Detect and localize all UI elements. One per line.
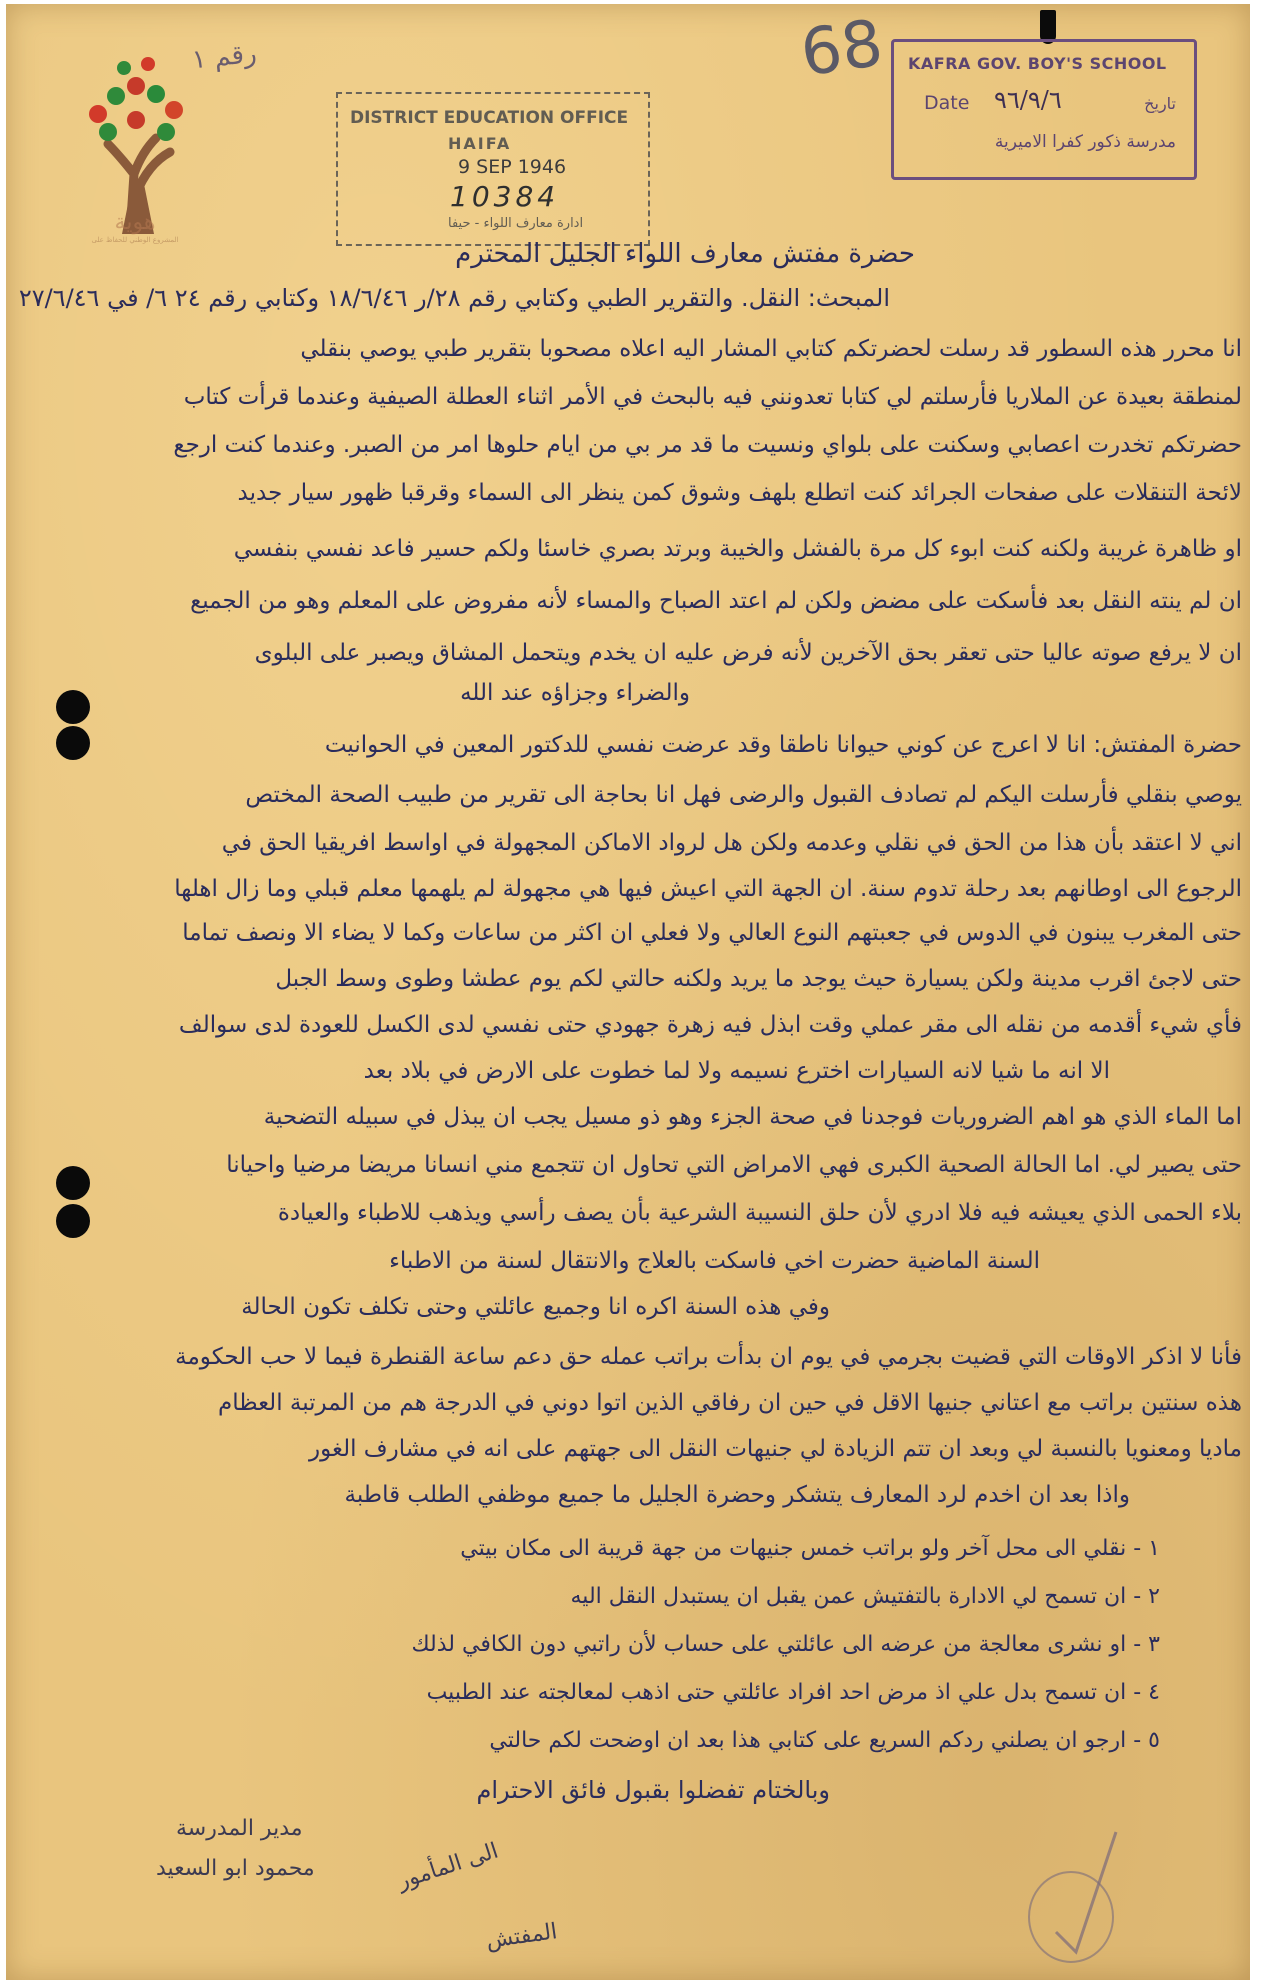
letter-line: او ظاهرة غريبة ولكنه كنت ابوء كل مرة بالفشل والخيبة وبرتد بصري خاسئا ولكم حسير فاعد نفسي بنفسي xyxy=(233,536,1242,562)
signature-title: مدير المدرسة xyxy=(176,1816,303,1841)
list-item: ١ - نقلي الى محل آخر ولو براتب خمس جنيهات من جهة قريبة الى مكان بيتي xyxy=(460,1536,1160,1561)
letter-line: لائحة التنقلات على صفحات الجرائد كنت اتطلع بلهف وشوق كمن ينظر الى السماء وقرقبا ظهور سيار جديد xyxy=(237,480,1242,506)
letter-greeting: حضرة مفتش معارف اللواء الجليل المحترم xyxy=(455,239,915,269)
letter-line: حضرة المفتش: انا لا اعرج عن كوني حيوانا ناطقا وقد عرضت نفسي للدكتور المعين في الحوانيت xyxy=(324,732,1242,758)
letter-line: يوصي بنقلي فأرسلت اليكم لم تصادف القبول والرضى فهل انا بحاجة الى تقرير من طبيب الصحة المختص xyxy=(245,782,1242,808)
letter-line: الا انه ما شيا لانه السيارات اخترع نسيمه ولا لما خطوت على الارض في بلاد بعد xyxy=(363,1058,1110,1084)
letter-line: فأي شيء أقدمه من نقله الى مقر عملي وقت ابذل فيه زهرة جهودي حتى نفسي لدى الكسل للعودة لدى سوالف xyxy=(178,1012,1242,1038)
bottom-note: المفتش xyxy=(484,1919,559,1954)
district-stamp-title: DISTRICT EDUCATION OFFICE xyxy=(350,108,629,128)
list-item-number: ٤ xyxy=(1148,1680,1160,1705)
list-item-number: ٢ xyxy=(1148,1584,1160,1609)
school-stamp-date: ٩٦/٩/٦ xyxy=(994,86,1062,114)
list-item: ٢ - ان تسمح لي الادارة بالتفتيش عمن يقبل ان يستبدل النقل اليه xyxy=(570,1584,1160,1609)
logo-subtitle: المشروع الوطني للحفاظ على xyxy=(91,236,179,244)
letter-line: حتى المغرب يبنون في الدوس في جعبتهم النوع العالي ولا فعلي ان اكثر من ساعات وكما لا يضاء الا ونصف تماما xyxy=(182,920,1242,946)
letter-line: اما الماء الذي هو اهم الضروريات فوجدنا في صحة الجزء وهو ذو مسيل يجب ان يبذل في سبيله التضحية xyxy=(263,1104,1242,1130)
list-item-text: نقلي الى محل آخر ولو براتب خمس جنيهات من جهة قريبة الى مكان بيتي xyxy=(460,1536,1127,1561)
list-item-text: ان تسمح لي الادارة بالتفتيش عمن يقبل ان يستبدل النقل اليه xyxy=(570,1584,1127,1609)
folio-number: 68 xyxy=(796,6,888,92)
letter-line: حتى لاجئ اقرب مدينة ولكن يسيارة حيث يوجد ما يريد ولكنه حالتي لكم يوم عطشا وطوى وسط الجبل xyxy=(275,966,1242,992)
district-stamp-number: 10384 xyxy=(450,180,560,213)
letter-line: اني لا اعتقد بأن هذا من الحق في نقلي وعدمه ولكن هل لرواد الاماكن المجهولة في اواسط افريقيا الحق في xyxy=(221,830,1242,856)
letter-line: فأنا لا اذكر الاوقات التي قضيت بجرمي في يوم ان بدأت براتب عمله حق دعم ساعة القنطرة فيما لا حب الحكومة xyxy=(175,1344,1242,1370)
list-item-number: ٥ xyxy=(1148,1728,1160,1753)
list-item: ٤ - ان تسمح بدل علي اذ مرض احد افراد عائلتي حتى اذهب لمعالجته عند الطبيب xyxy=(426,1680,1160,1705)
letter-line: الرجوع الى اوطانهم بعد رحلة تدوم سنة. ان الجهة التي اعيش فيها هي مجهولة لم يلهمها معلم قبلي وما زال اهلها xyxy=(174,876,1242,902)
district-stamp-city: HAIFA xyxy=(448,134,512,153)
check-mark-icon xyxy=(1016,1822,1136,1972)
school-stamp-arabic-name: مدرسة ذكور كفرا الاميرية xyxy=(994,132,1176,152)
list-item-number: ٣ xyxy=(1148,1632,1160,1657)
letter-line: السنة الماضية حضرت اخي فاسكت بالعلاج والانتقال لسنة من الاطباء xyxy=(389,1248,1040,1274)
list-item-text: او نشرى معالجة من عرضه الى عائلتي على حساب لأن راتبي دون الكافي لذلك xyxy=(411,1632,1127,1657)
letter-line: وفي هذه السنة اكره انا وجميع عائلتي وحتى تكلف تكون الحالة xyxy=(241,1294,830,1320)
list-item-text: ان تسمح بدل علي اذ مرض احد افراد عائلتي حتى اذهب لمعالجته عند الطبيب xyxy=(426,1680,1127,1705)
logo-name: هوية xyxy=(114,210,156,235)
school-stamp-arabic-date-label: تاريخ xyxy=(1144,94,1176,113)
margin-note: رقم ١ xyxy=(190,38,258,76)
letter-line: بلاء الحمى الذي يعيشه فيه فلا ادري لأن حلق النسيبة الشرعية بأن يصف رأسي ويذهب للاطباء والعيادة xyxy=(277,1200,1242,1226)
letter-line: ان لا يرفع صوته عاليا حتى تعقر بحق الآخرين لأنه فرض عليه ان يخدم ويتحمل المشاق ويصبر على البلوى xyxy=(254,640,1242,666)
letter-line: واذا بعد ان اخدم لرد المعارف يتشكر وحضرة الجليل ما جميع موظفي الطلب قاطبة xyxy=(344,1482,1130,1508)
letter-subject: المبحث: النقل. والتقرير الطبي وكتابي رقم ٢٨/ر ١٨/٦/٤٦ وكتابي رقم ٢٤ ٦/ في ٢٧/٦/٤٦ xyxy=(18,284,890,312)
letter-line: لمنطقة بعيدة عن الملاريا فأرسلتم لي كتابا تعدونني فيه بالبحث في الأمر اثناء العطلة الصيفية وعندما قرأت كتاب xyxy=(183,384,1242,410)
school-stamp-title: KAFRA GOV. BOY'S SCHOOL xyxy=(908,54,1167,73)
school-stamp-date-label: Date xyxy=(924,92,970,114)
bottom-note: الى المأمور xyxy=(394,1838,502,1895)
letter-line: هذه سنتين براتب مع اعتاني جنيها الاقل في حين ان رفاقي الذين اتوا دوني في الدرجة هم من المرتبة العظام xyxy=(217,1390,1242,1416)
list-item-number: ١ xyxy=(1148,1536,1160,1561)
school-stamp xyxy=(891,39,1197,180)
letter-line: حتى يصير لي. اما الحالة الصحية الكبرى فهي الامراض التي تحاول ان تتجمع مني انسانا مريضا مرضيا واحيانا xyxy=(226,1152,1242,1178)
letter-line: والضراء وجزاؤه عند الله xyxy=(460,680,690,706)
letter-line: حضرتكم تخدرت اعصابي وسكنت على بلواي ونسيت ما قد مر بي من ايام حلوها امر من الصبر. وعندما كنت ارجع xyxy=(173,432,1242,458)
punch-hole xyxy=(56,1204,90,1238)
letter-closing: وبالختام تفضلوا بقبول فائق الاحترام xyxy=(476,1776,830,1804)
letter-line: ان لم ينته النقل بعد فأسكت على مضض ولكن لم اعتد الصباح والمساء لأنه مفروض على المعلم وهو من الجميع xyxy=(190,588,1242,614)
list-item-text: ارجو ان يصلني ردكم السريع على كتابي هذا بعد ان اوضحت لكم حالتي xyxy=(489,1728,1127,1753)
district-stamp xyxy=(336,92,650,246)
list-item: ٣ - او نشرى معالجة من عرضه الى عائلتي على حساب لأن راتبي دون الكافي لذلك xyxy=(411,1632,1160,1657)
punch-hole xyxy=(56,690,90,724)
punch-hole xyxy=(56,1166,90,1200)
letter-line: انا محرر هذه السطور قد رسلت لحضرتكم كتابي المشار اليه اعلاه مصحوبا بتقرير طبي يوصي بنقلي xyxy=(300,336,1242,362)
heritage-tree-logo xyxy=(78,34,198,234)
district-stamp-date: 9 SEP 1946 xyxy=(458,156,567,178)
list-item: ٥ - ارجو ان يصلني ردكم السريع على كتابي هذا بعد ان اوضحت لكم حالتي xyxy=(489,1728,1160,1753)
signature-name: محمود ابو السعيد xyxy=(156,1856,315,1881)
letter-line: ماديا ومعنويا بالنسبة لي وبعد ان تتم الزيادة لي جنيهات النقل الى جهتهم على انه في مشارف الغور xyxy=(309,1436,1242,1462)
punch-hole xyxy=(56,726,90,760)
document-page xyxy=(6,4,1250,1980)
district-stamp-arabic: ادارة معارف اللواء - حيفا xyxy=(448,216,584,231)
